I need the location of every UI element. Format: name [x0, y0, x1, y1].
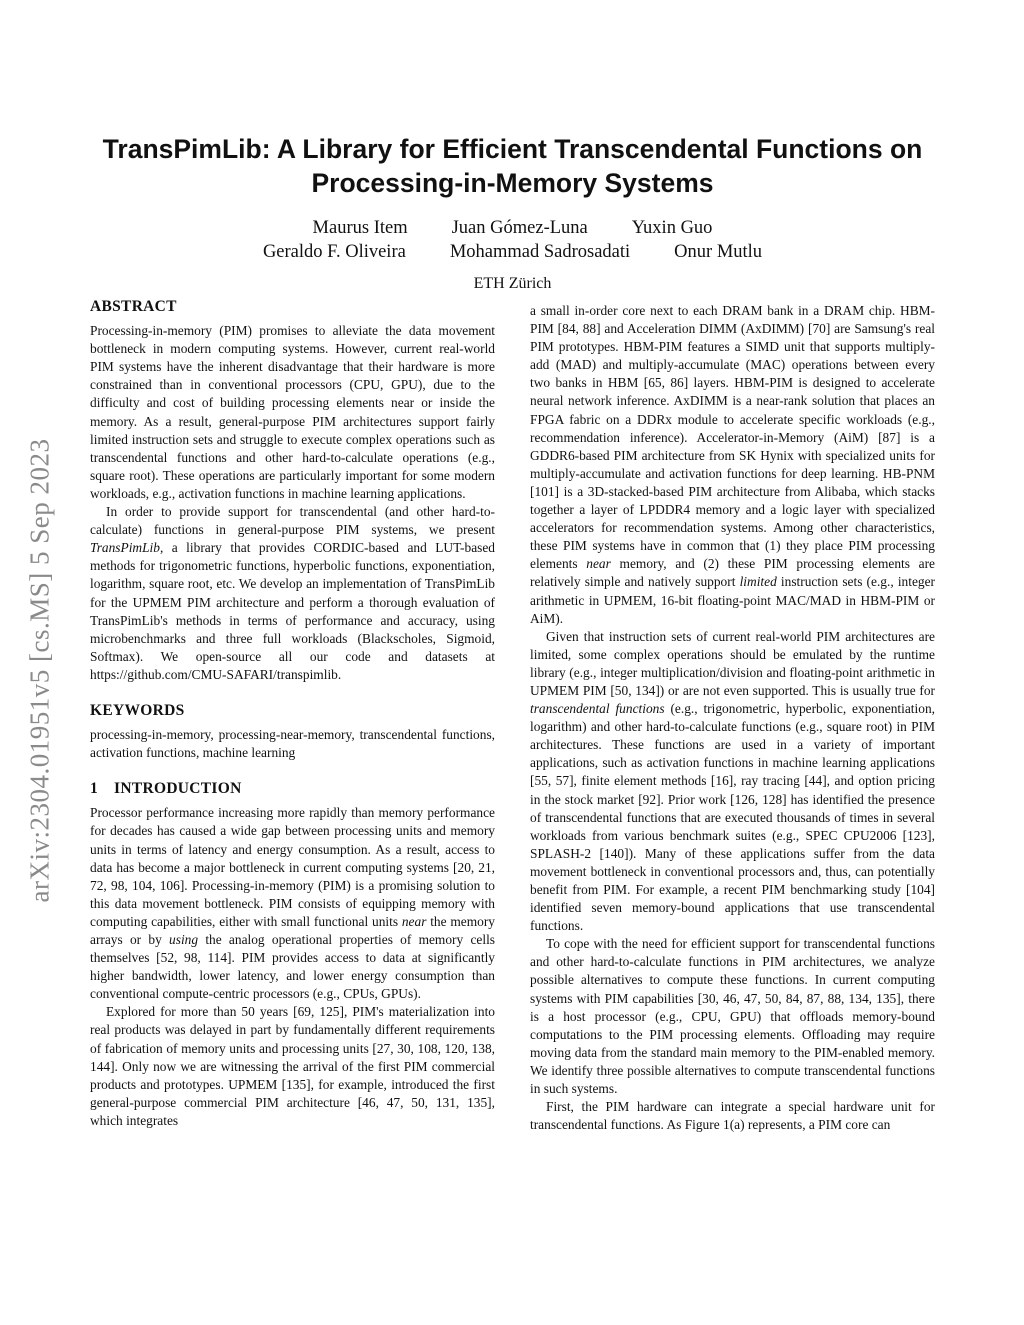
author-row-1 [90, 216, 935, 240]
abstract-paragraph-2 [90, 503, 495, 684]
emphasis: near [401, 913, 427, 929]
author-name: Yuxin Guo [631, 218, 713, 238]
intro-paragraph-4: To cope with the need for efficient support for transcendental functions and other hard-to-calculate functions in PIM architectures, we analyze possible alternatives to compute these functions. In current computing systems with PIM capabilities [30, 46, 47, 50, 84, 87, 88, 134, 135], there is a host processor (e.g., CPU, GPU) that offloads memory-bound computations to the PIM processing elements. Offloading may require moving data from the standard main memory to the PIM-enabled memory. We identify three possible alternatives to compute transcendental functions in such systems. [530, 936, 935, 1097]
introduction-heading [90, 780, 495, 798]
author-name: Mohammad Sadrosadati [449, 242, 631, 262]
text-run: memory, and (2) these PIM processing elements are relatively simple and natively support [530, 556, 935, 590]
paper-header [90, 132, 935, 296]
text-run: the memory arrays or by [90, 913, 495, 947]
arxiv-identifier-text: arXiv:2304.01951v5 [cs.MS] 5 Sep 2023 [24, 438, 55, 902]
emphasis: near [586, 556, 611, 572]
right-column [530, 302, 935, 1134]
text-run: the analog operational properties of memory cells themselves [52, 98, 114]. PIM provides access to data at significantly higher bandwidth, lower latency, and lower energy consumption than conventional compute-centric processors (e.g., CPUs, GPUs). [90, 932, 495, 1002]
author-name: Maurus Item [312, 218, 408, 238]
left-column [90, 298, 495, 1130]
text-run: In order to provide support for transcendental (and other hard-to-calculate) functions in general-purpose PIM systems, we present [90, 504, 495, 538]
section-number: 1 [90, 780, 99, 798]
emphasis: transcendental functions [530, 701, 665, 717]
emphasis: limited [739, 574, 777, 590]
author-name: Geraldo F. Oliveira [262, 242, 406, 262]
affiliation: ETH Zürich [473, 275, 552, 292]
text-run: a small in-order core next to each DRAM bank in a DRAM chip. HBM-PIM [84, 88] and Acceleration DIMM (AxDIMM) [70] are Samsung's real PIM prototypes. HBM-PIM features a SIMD unit that supports multiply-add (MAD) and multiply-accumulate (MAC) operations between every two banks in HBM [65, 86] layers. HBM-PIM is designed to accelerate neural network inference. AxDIMM is a near-rank solution that places an FPGA fabric on a DDRx module to accelerate specific workloads (e.g., recommendation inference). Accelerator-in-Memory (AiM) [87] is a GDDR6-based PIM architecture from SK Hynix with specialized units for multiply-accumulate and activation functions for deep learning. HB-PNM [101] is a 3D-stacked-based PIM architecture from Alibaba, which stacks together a layer of LPDDR4 memory and a logic layer with specialized accelerators for recommendation systems. Among other characteristics, these PIM systems have in common that (1) they place PIM processing elements [530, 303, 935, 572]
keywords-heading: KEYWORDS [90, 701, 185, 719]
abstract-paragraph-1: Processing-in-memory (PIM) promises to alleviate the data movement bottleneck in modern computing systems. However, current real-world PIM systems have the inherent disadvantage that their hardware is more constrained than in conventional processors (CPU, GPU), due to the difficulty and cost of building processing elements near or inside the memory. As a result, general-purpose PIM architectures support fairly limited instruction sets and struggle to execute complex operations such as transcendental functions and other hard-to-calculate operations (e.g., square root). These operations are particularly important for some modern workloads, e.g., activation functions in machine learning applications. [90, 323, 495, 501]
author-name: Onur Mutlu [674, 242, 763, 262]
paper-title: TransPimLib: A Library for Efficient Transcendental Functions on Processing-in-Memory Systems [102, 134, 923, 198]
text-run: (e.g., trigonometric, hyperbolic, exponentiation, logarithm) and other hard-to-calculate functions (e.g., square root) in PIM architectures. These functions are used in a variety of important applications, such as activation functions in machine learning applications [55, 57], finite element methods [16], ray tracing [44], and option pricing in the stock market [92]. Prior work [126, 128] has identified the presence of transcendental functions that are executed thousands of times in several workloads from various benchmark suites (e.g., SPEC CPU2006 [123], SPLASH-2 [140]). Many of these applications suffer from the data movement bottleneck in conventional processors and, thus, can potentially benefit from PIM. For example, a recent PIM benchmarking study [104] identified seven memory-bound applications that use transcendental functions. [530, 701, 935, 934]
intro-paragraph-2: Explored for more than 50 years [69, 125], PIM's materialization into real products was delayed in part by fundamentally different requirements of fabrication of memory units and processing units [27, 30, 108, 120, 138, 144]. Only now we are witnessing the arrival of the first PIM commercial products and prototypes. UPMEM [135], for example, introduced the first general-purpose commercial PIM architecture [46, 47, 50, 131, 135], which integrates [90, 1004, 495, 1128]
text-run: Given that instruction sets of current real-world PIM architectures are limited, some complex operations should be emulated by the runtime library (e.g., integer multiplication/division and floating-point arithmetic in UPMEM PIM [50, 134]) or are not even supported. This is usually true for [530, 628, 935, 698]
text-run: instruction sets (e.g., integer arithmetic in UPMEM, 16-bit floating-point MAC/MAD in HBM-PIM or AiM). [530, 574, 935, 626]
intro-paragraph-1 [90, 804, 495, 1003]
emphasis: using [169, 932, 199, 947]
emphasis: TransPimLib [90, 540, 160, 556]
author-name: Juan Gómez-Luna [451, 218, 588, 238]
arxiv-identifier [20, 360, 60, 980]
text-run: Processor performance increasing more rapidly than memory performance for decades has caused a wide gap between processing units and memory units in terms of latency and energy consumption. As a result, access to data has become a major bottleneck in current computing systems [20, 21, 72, 98, 104, 106]. Processing-in-memory (PIM) is a promising solution to this data movement bottleneck. PIM consists of equipping memory with computing capabilities, either with small functional units [90, 805, 495, 929]
author-row-2 [90, 240, 935, 264]
intro-paragraph-5: First, the PIM hardware can integrate a special hardware unit for transcendental functions. As Figure 1(a) represents, a PIM core can [530, 1099, 935, 1133]
intro-paragraph-3 [530, 628, 935, 936]
author-block [90, 216, 935, 296]
section-title: INTRODUCTION [114, 780, 242, 798]
text-run: , a library that provides CORDIC-based and LUT-based methods for trigonometric functions, hyperbolic functions, exponentiation, logarithm, square root, etc. We develop an implementation of TransPimLib for the UPMEM PIM architecture and perform a thorough evaluation of TransPimLib's methods in terms of performance and accuracy, using microbenchmarks and three full workloads (Blackscholes, Sigmoid, Softmax). We open-source all our code and datasets at https://github.com/CMU-SAFARI/transpimlib. [90, 540, 495, 682]
intro-paragraph-2-continued [530, 302, 935, 628]
abstract-heading: ABSTRACT [90, 298, 177, 315]
keywords-text: processing-in-memory, processing-near-memory, transcendental functions, activation functions, machine learning [90, 727, 495, 761]
